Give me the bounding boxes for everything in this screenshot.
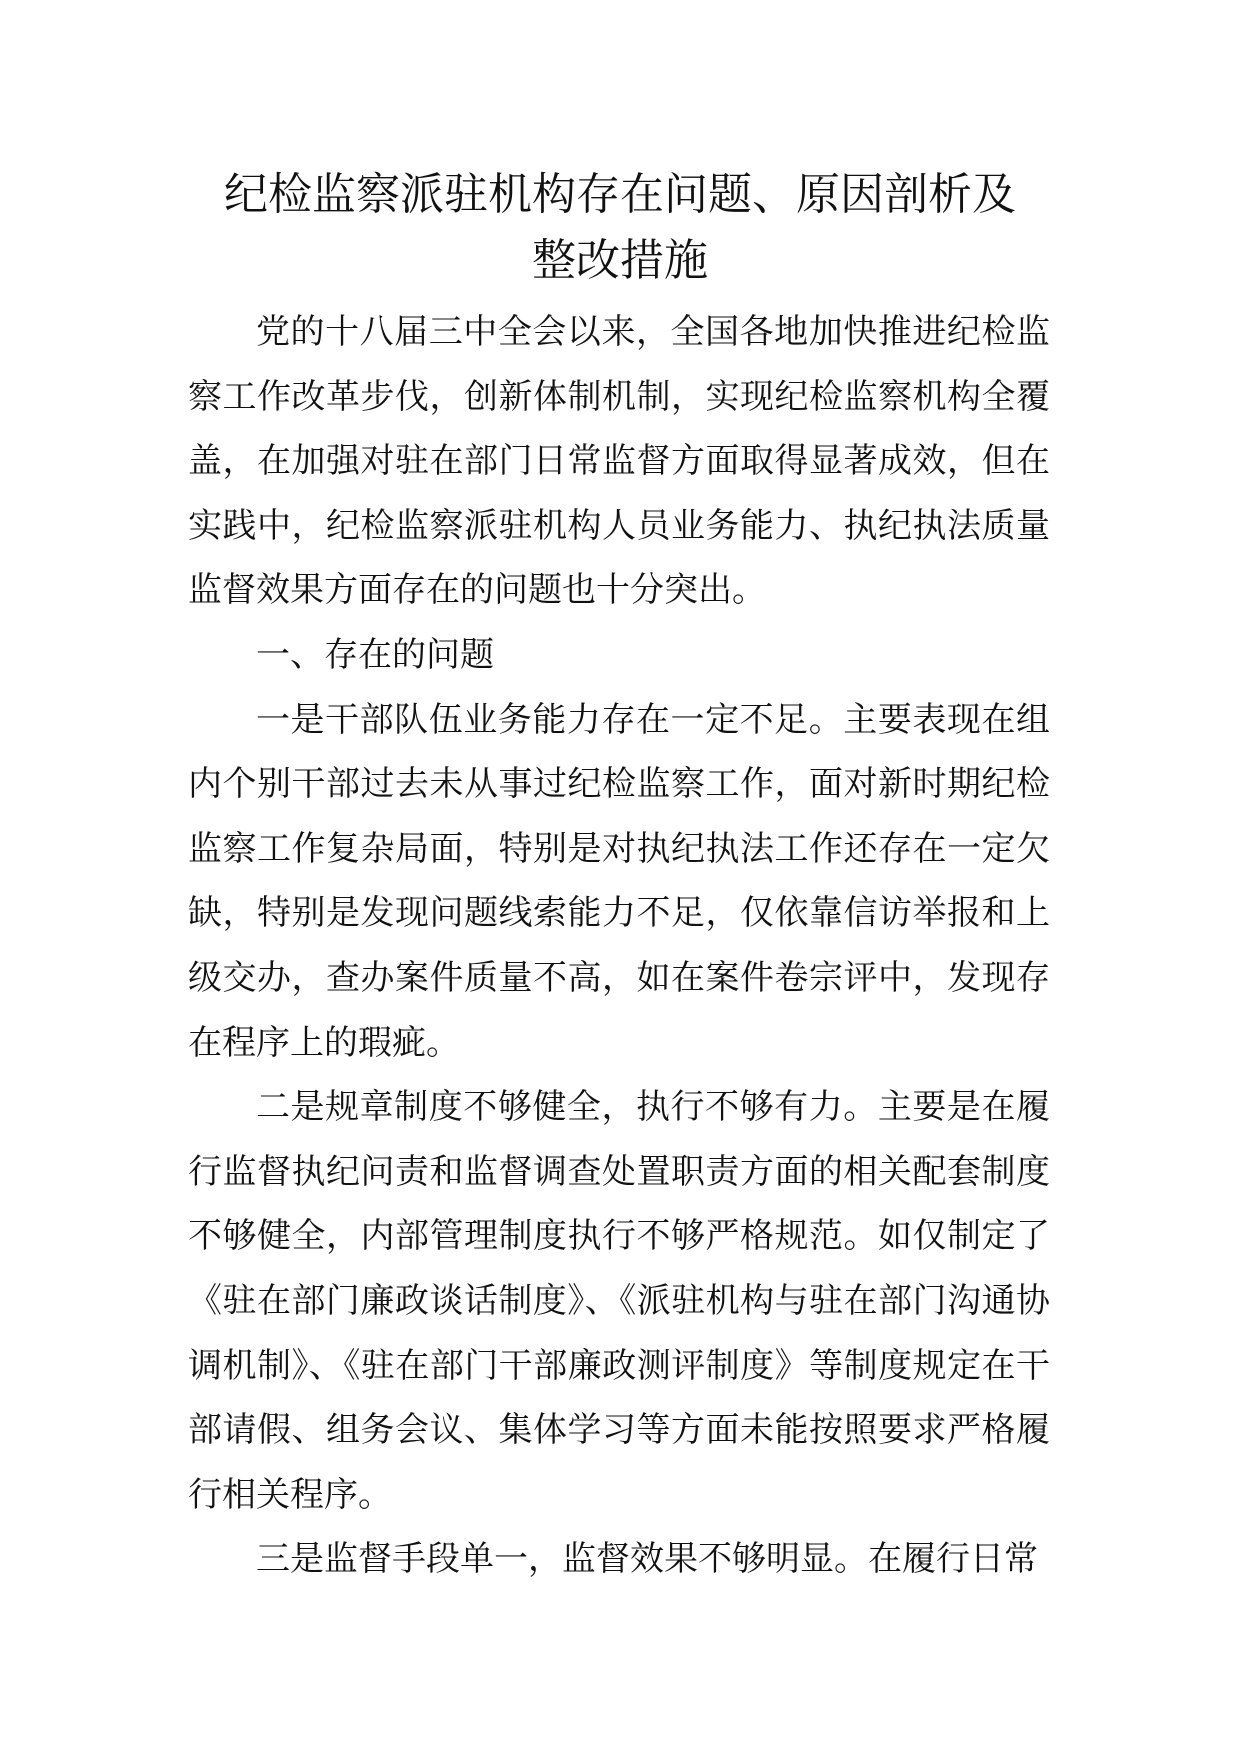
problem-paragraph-2: 二是规章制度不够健全，执行不够有力。主要是在履行监督执纪问责和监督调查处置职责方面的相关配套制度不够健全，内部管理制度执行不够严格规范。如仅制定了《驻在部门廉政谈话制度》、《派驻机构与驻在部门沟通协调机制》、《驻在部门干部廉政测评制度》等制度规定在干部请假、组务会议、集体学习等方面未能按照要求严格履行相关程序。 <box>188 1087 1050 1515</box>
document-title-line-1: 纪检监察派驻机构存在问题、原因剖析及 <box>224 169 1016 220</box>
document-body <box>188 300 1050 1592</box>
intro-paragraph: 党的十八届三中全会以来，全国各地加快推进纪检监察工作改革步伐，创新体制机制，实现纪检监察机构全覆盖，在加强对驻在部门日常监督方面取得显著成效，但在实践中，纪检监察派驻机构人员业务能力、执纪执法质量监督效果方面存在的问题也十分突出。 <box>188 312 1050 611</box>
problem-paragraph-3: 三是监督手段单一，监督效果不够明显。在履行日常 <box>256 1539 1038 1580</box>
problem-paragraph-1: 一是干部队伍业务能力存在一定不足。主要表现在组内个别干部过去未从事过纪检监察工作，面对新时期纪检监察工作复杂局面，特别是对执纪执法工作还存在一定欠缺，特别是发现问题线索能力不足，仅依靠信访举报和上级交办，查办案件质量不高，如在案件卷宗评中，发现存在程序上的瑕疵。 <box>188 699 1050 1063</box>
section-heading-problems: 一、存在的问题 <box>256 634 494 675</box>
document-title-line-2: 整改措施 <box>532 235 708 286</box>
document-title <box>150 162 1090 294</box>
